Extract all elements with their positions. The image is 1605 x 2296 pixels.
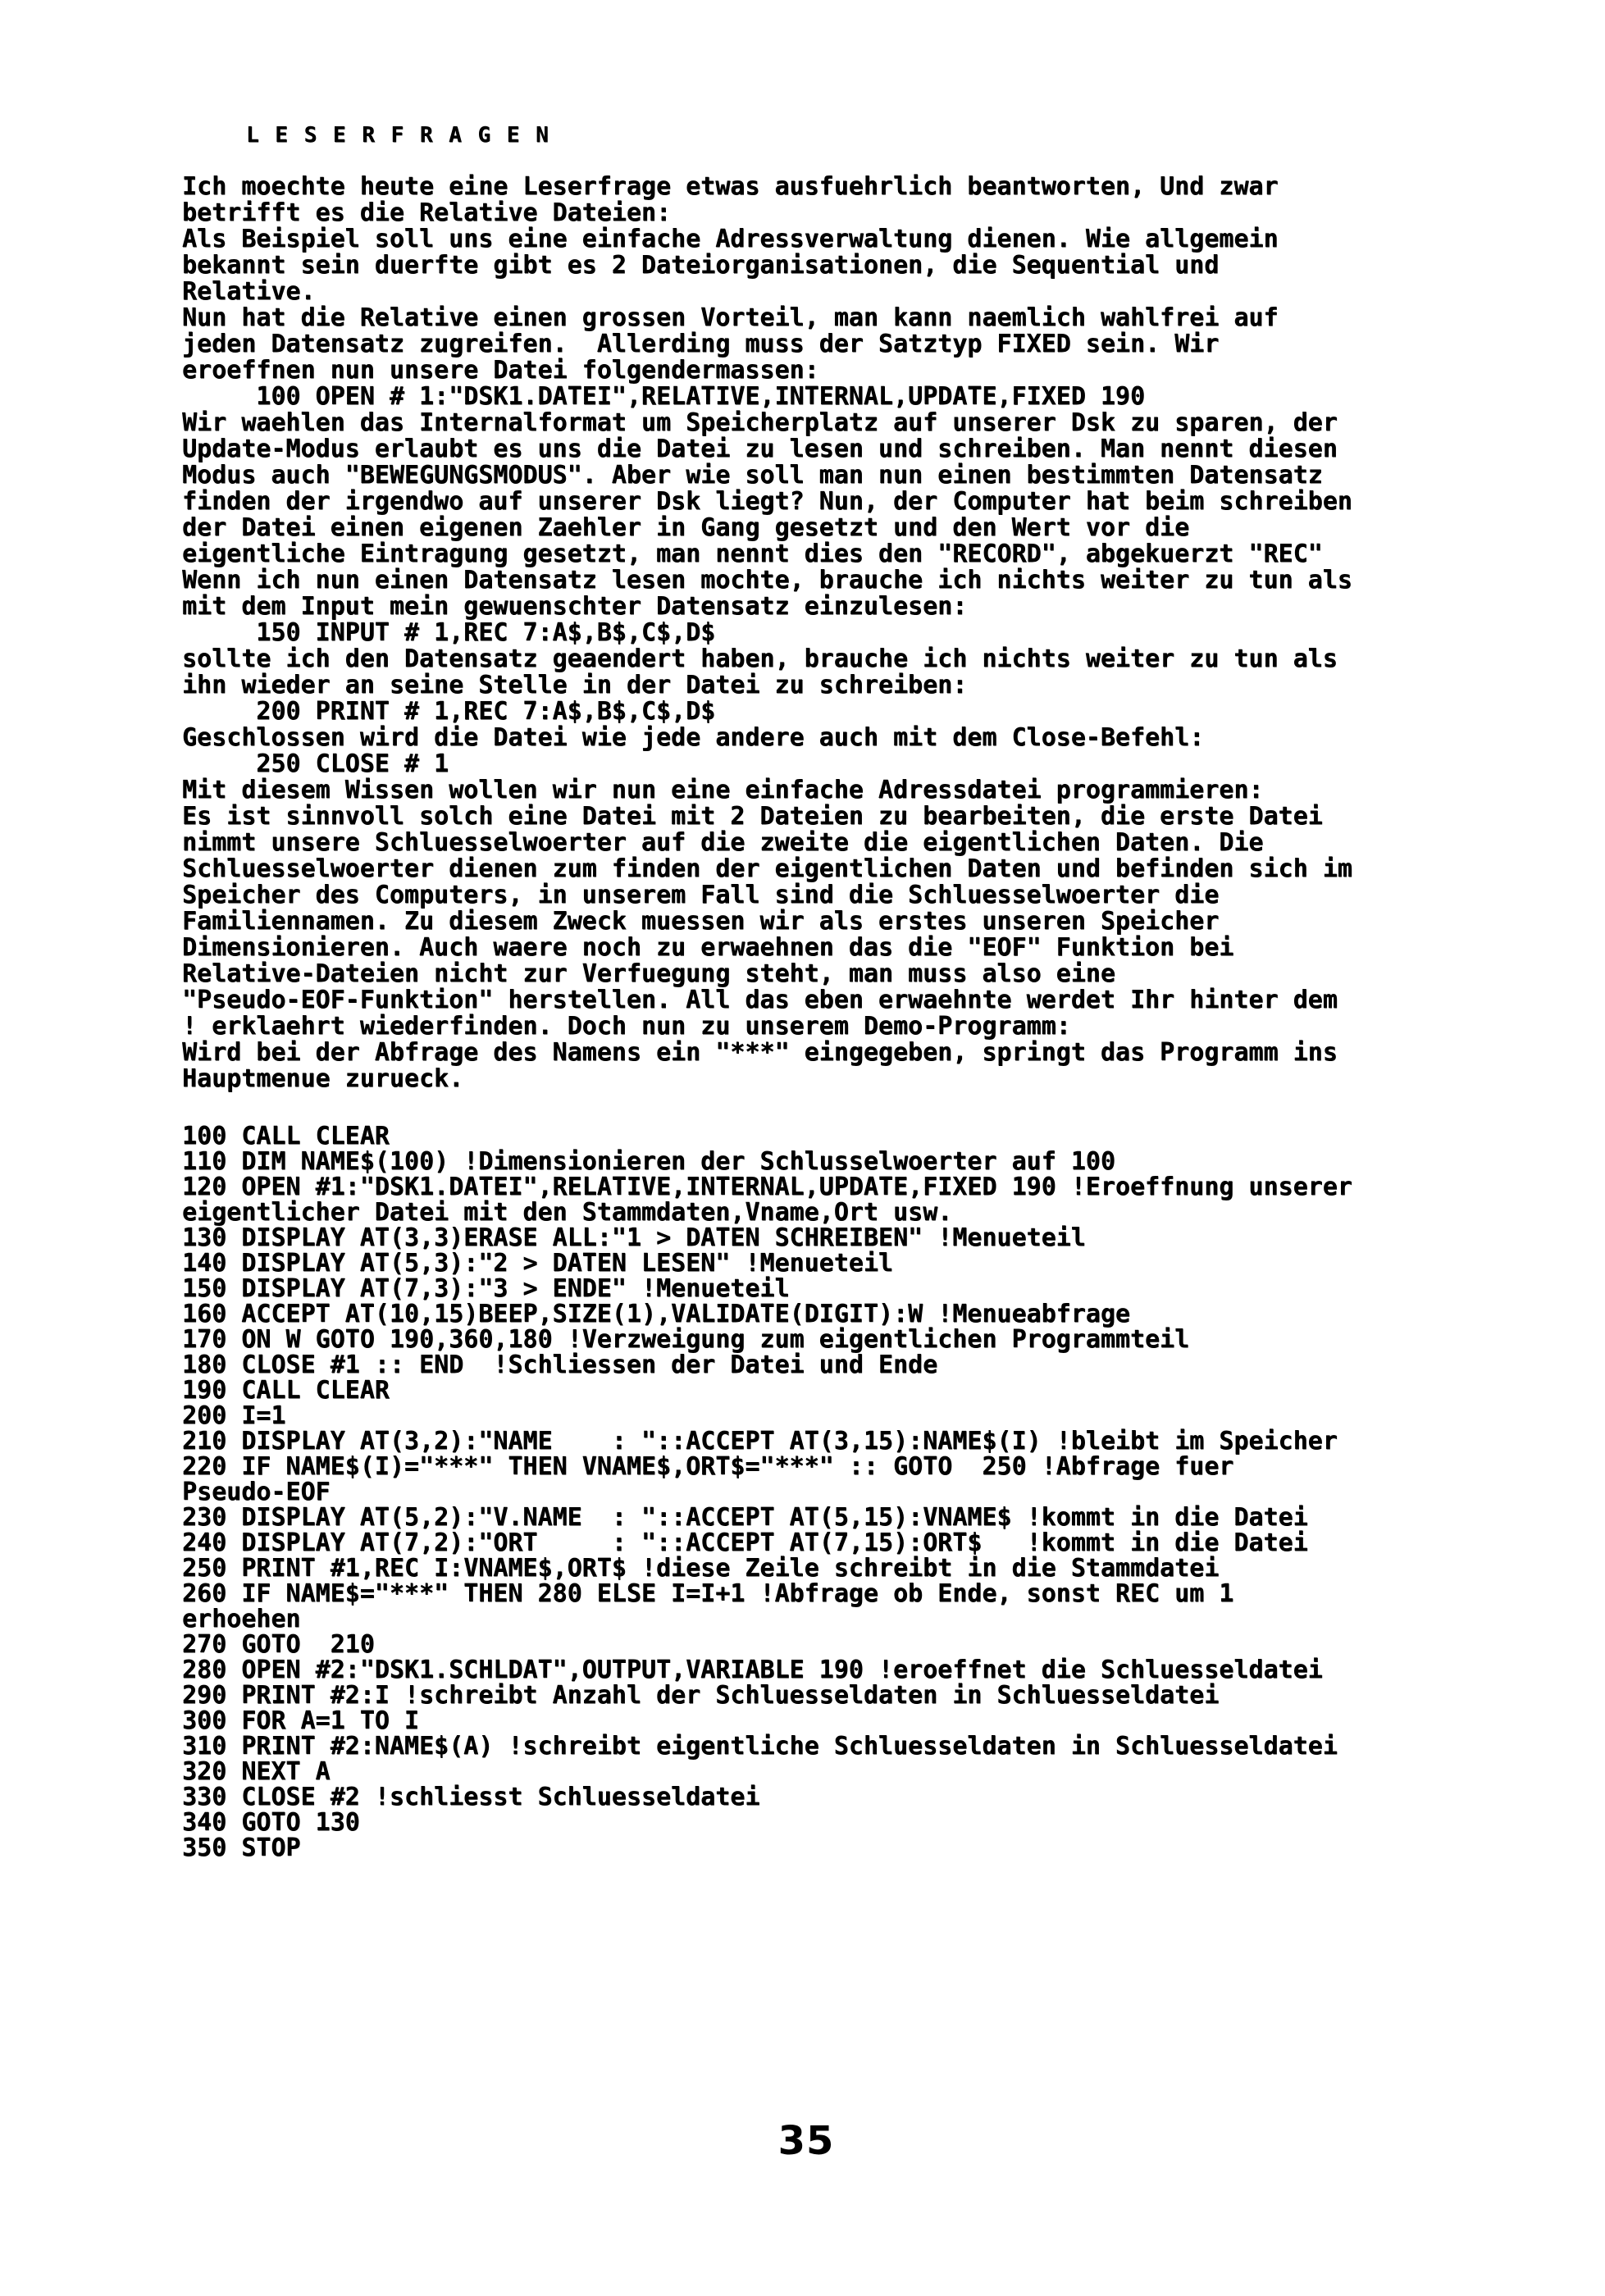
text-line: betrifft es die Relative Dateien:	[182, 198, 672, 227]
text-line: Relative.	[182, 277, 316, 306]
text-line: 280 OPEN #2:"DSK1.SCHLDAT",OUTPUT,VARIABLE 190 !eroeffnet die Schluesseldatei	[182, 1656, 1323, 1684]
text-line: 130 DISPLAY AT(3,3)ERASE ALL:"1 > DATEN SCHREIBEN" !Menueteil	[182, 1223, 1086, 1252]
text-line: mit dem Input mein gewuenschter Datensatz einzulesen:	[182, 592, 968, 621]
text-line: erhoehen	[182, 1605, 301, 1633]
text-line: Familiennamen. Zu diesem Zweck muessen wir als erstes unseren Speicher	[182, 907, 1220, 936]
text-line: 160 ACCEPT AT(10,15)BEEP,SIZE(1),VALIDATE(DIGIT):W !Menueabfrage	[182, 1300, 1130, 1328]
text-line: sollte ich den Datensatz geaendert haben, brauche ich nichts weiter zu tun als	[182, 645, 1338, 673]
text-line: eigentliche Eintragung gesetzt, man nennt dies den "RECORD", abgekuerzt "REC"	[182, 540, 1323, 568]
text-line: Update-Modus erlaubt es uns die Datei zu lesen und schreiben. Man nennt diesen	[182, 435, 1338, 463]
text-line: "Pseudo-EOF-Funktion" herstellen. All das eben erwaehnte werdet Ihr hinter dem	[182, 986, 1338, 1014]
text-line: Dimensionieren. Auch waere noch zu erwaehnen das die "EOF" Funktion bei	[182, 933, 1234, 962]
text-line: 210 DISPLAY AT(3,2):"NAME : "::ACCEPT AT(3,15):NAME$(I) !bleibt im Speicher	[182, 1427, 1338, 1456]
text-line: 150 DISPLAY AT(7,3):"3 > ENDE" !Menueteil	[182, 1274, 790, 1303]
text-line: der Datei einen eigenen Zaehler in Gang gesetzt und den Wert vor die	[182, 513, 1190, 542]
text-line: Als Beispiel soll uns eine einfache Adressverwaltung dienen. Wie allgemein	[182, 225, 1279, 253]
program-listing	[182, 1123, 1352, 1861]
text-line: Ich moechte heute eine Leserfrage etwas ausfuehrlich beantworten, Und zwar	[182, 172, 1279, 201]
text-line: Wenn ich nun einen Datensatz lesen mochte, brauche ich nichts weiter zu tun als	[182, 566, 1352, 594]
text-line: nimmt unsere Schluesselwoerter auf die zweite die eigentlichen Daten. Die	[182, 828, 1264, 857]
text-line: 140 DISPLAY AT(5,3):"2 > DATEN LESEN" !Menueteil	[182, 1249, 893, 1278]
text-line: 250 CLOSE # 1	[182, 749, 449, 778]
text-line: 330 CLOSE #2 !schliesst Schluesseldatei	[182, 1783, 760, 1811]
page-number: 35	[777, 2118, 835, 2164]
text-line: Mit diesem Wissen wollen wir nun eine einfache Adressdatei programmieren:	[182, 776, 1264, 804]
text-line: 300 FOR A=1 TO I	[182, 1706, 419, 1735]
text-line: Es ist sinnvoll solch eine Datei mit 2 Dateien zu bearbeiten, die erste Datei	[182, 802, 1323, 831]
text-line: 200 I=1	[182, 1401, 286, 1430]
text-line: ! erklaehrt wiederfinden. Doch nun zu unserem Demo-Programm:	[182, 1012, 1071, 1041]
text-line: 100 OPEN # 1:"DSK1.DATEI",RELATIVE,INTERNAL,UPDATE,FIXED 190	[182, 382, 1145, 411]
text-line: 120 OPEN #1:"DSK1.DATEI",RELATIVE,INTERNAL,UPDATE,FIXED 190 !Eroeffnung unserer	[182, 1173, 1352, 1201]
text-line: 100 CALL CLEAR	[182, 1122, 390, 1150]
text-line: 150 INPUT # 1,REC 7:A$,B$,C$,D$	[182, 618, 716, 647]
text-line: Nun hat die Relative einen grossen Vorteil, man kann naemlich wahlfrei auf	[182, 303, 1279, 332]
text-line: 180 CLOSE #1 :: END !Schliessen der Datei und Ende	[182, 1351, 938, 1379]
text-line: 220 IF NAME$(I)="***" THEN VNAME$,ORT$="***" :: GOTO 250 !Abfrage fuer	[182, 1452, 1234, 1481]
text-line: Speicher des Computers, in unserem Fall sind die Schluesselwoerter die	[182, 881, 1220, 909]
text-line: Wird bei der Abfrage des Namens ein "***" eingegeben, springt das Programm ins	[182, 1038, 1338, 1067]
text-line: 250 PRINT #1,REC I:VNAME$,ORT$ !diese Zeile schreibt in die Stammdatei	[182, 1554, 1220, 1583]
text-line: 350 STOP	[182, 1834, 301, 1862]
text-line: 290 PRINT #2:I !schreibt Anzahl der Schluesseldaten in Schluesseldatei	[182, 1681, 1220, 1710]
text-line: 190 CALL CLEAR	[182, 1376, 390, 1405]
text-line: jeden Datensatz zugreifen. Allerding muss der Satztyp FIXED sein. Wir	[182, 330, 1220, 358]
text-line: finden der irgendwo auf unserer Dsk liegt? Nun, der Computer hat beim schreiben	[182, 487, 1352, 516]
text-line: ihn wieder an seine Stelle in der Datei zu schreiben:	[182, 671, 968, 699]
text-line: 310 PRINT #2:NAME$(A) !schreibt eigentliche Schluesseldaten in Schluesseldatei	[182, 1732, 1338, 1761]
text-line: eroeffnen nun unsere Datei folgendermassen:	[182, 356, 819, 385]
text-line: 270 GOTO 210	[182, 1630, 375, 1659]
text-line: Geschlossen wird die Datei wie jede andere auch mit dem Close-Befehl:	[182, 723, 1205, 752]
text-line: bekannt sein duerfte gibt es 2 Dateiorganisationen, die Sequential und	[182, 251, 1220, 280]
text-line: 240 DISPLAY AT(7,2):"ORT : "::ACCEPT AT(7,15):ORT$ !kommt in die Datei	[182, 1528, 1308, 1557]
text-line: 110 DIM NAME$(100) !Dimensionieren der Schlusselwoerter auf 100	[182, 1147, 1115, 1176]
page-title: L E S E R F R A G E N	[246, 123, 550, 148]
text-line: 260 IF NAME$="***" THEN 280 ELSE I=I+1 !Abfrage ob Ende, sonst REC um 1	[182, 1579, 1234, 1608]
text-line: 230 DISPLAY AT(5,2):"V.NAME : "::ACCEPT AT(5,15):VNAME$ !kommt in die Datei	[182, 1503, 1308, 1532]
text-line: Relative-Dateien nicht zur Verfuegung steht, man muss also eine	[182, 959, 1115, 988]
text-line: 170 ON W GOTO 190,360,180 !Verzweigung zum eigentlichen Programmteil	[182, 1325, 1190, 1354]
text-line: eigentlicher Datei mit den Stammdaten,Vname,Ort usw.	[182, 1198, 953, 1227]
text-line: 200 PRINT # 1,REC 7:A$,B$,C$,D$	[182, 697, 716, 726]
text-line: 340 GOTO 130	[182, 1808, 360, 1837]
text-line: Pseudo-EOF	[182, 1478, 331, 1506]
text-line: Hauptmenue zurueck.	[182, 1064, 464, 1093]
text-line: Modus auch "BEWEGUNGSMODUS". Aber wie soll man nun einen bestimmten Datensatz	[182, 461, 1323, 490]
text-line: Wir waehlen das Internalformat um Speicherplatz auf unserer Dsk zu sparen, der	[182, 408, 1338, 437]
article-body	[182, 174, 1352, 1092]
text-line: 320 NEXT A	[182, 1757, 331, 1786]
text-line: Schluesselwoerter dienen zum finden der eigentlichen Daten und befinden sich im	[182, 854, 1352, 883]
